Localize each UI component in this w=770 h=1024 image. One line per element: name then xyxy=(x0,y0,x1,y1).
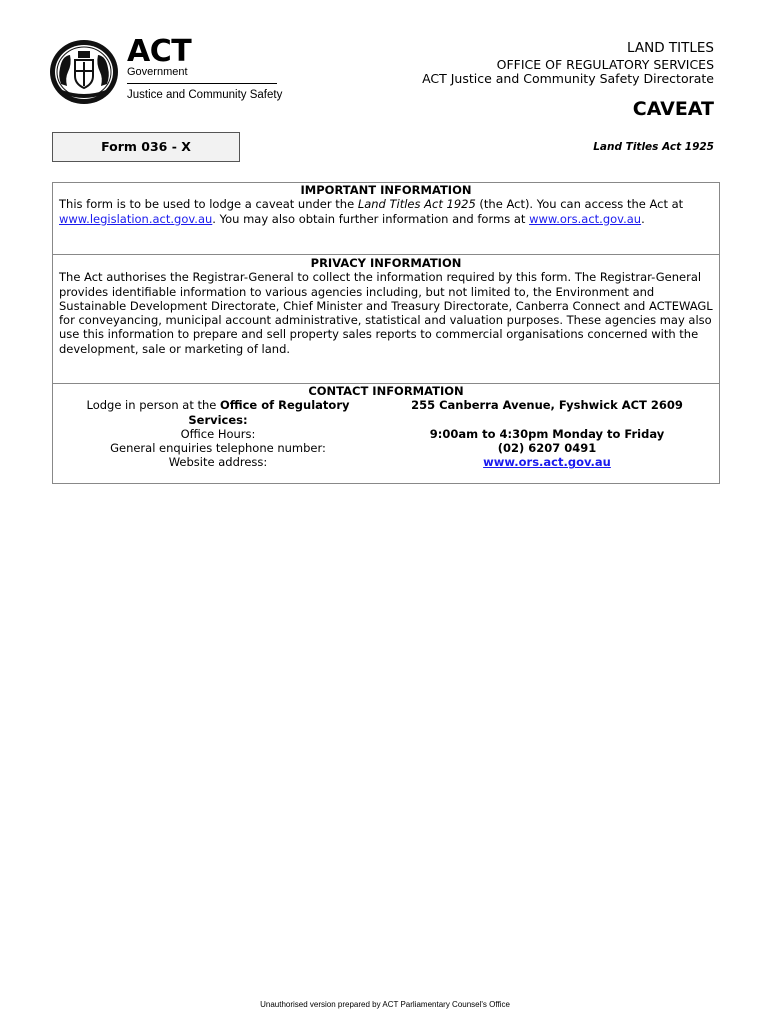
lodge-office-name: Office of Regulatory Services: xyxy=(188,398,350,427)
privacy-information-text: The Act authorises the Registrar-General to collect the information required by this form. The Registrar-General provides identifiable information to various agencies including, but not limited to, the Environment and Sustainable Development Directorate, Chief Minister and Treasury Directorate, Canberra Connect and ACTEWAGL for conveyancing, municipal account administrative, statistical and valuation purposes. These agencies may also use this information to prepare and sell property sales reports to commercial organisations concerned with the development, sale or marketing of land. xyxy=(59,270,713,356)
important-information-title: IMPORTANT INFORMATION xyxy=(300,183,472,197)
important-text-before: This form is to be used to lodge a caveat under the xyxy=(59,197,358,212)
contact-information-section xyxy=(53,383,719,483)
privacy-information-title: PRIVACY INFORMATION xyxy=(310,256,462,270)
website-link[interactable]: www.ors.act.gov.au xyxy=(483,455,611,470)
logo-divider xyxy=(127,83,277,84)
header-office: OFFICE OF REGULATORY SERVICES xyxy=(496,57,714,72)
lodge-prefix: Lodge in person at the xyxy=(86,398,221,413)
important-text-end: . xyxy=(641,211,645,226)
form-title: CAVEAT xyxy=(632,98,714,120)
office-address: 255 Canberra Avenue, Fyshwick ACT 2609 xyxy=(411,398,683,413)
logo-government-text: Government xyxy=(127,66,188,78)
important-text-mid2: . You may also obtain further information and forms at xyxy=(212,211,530,226)
phone-label: General enquiries telephone number: xyxy=(110,441,326,456)
important-text-mid: (the Act). You can access the Act at xyxy=(475,197,684,212)
important-information-text xyxy=(59,197,713,226)
logo-directorate-text: Justice and Community Safety xyxy=(127,89,283,101)
legislation-link[interactable]: www.legislation.act.gov.au xyxy=(59,211,213,226)
office-hours-label: Office Hours: xyxy=(180,426,256,441)
contact-grid xyxy=(59,398,713,469)
header-directorate: ACT Justice and Community Safety Directorate xyxy=(422,71,714,86)
footer-note: Unauthorised version prepared by ACT Parliamentary Counsel's Office xyxy=(260,1000,510,1009)
website-value-cell xyxy=(377,455,717,469)
contact-information-title: CONTACT INFORMATION xyxy=(308,384,464,398)
important-information-section xyxy=(53,183,719,254)
logo-act-wordmark: ACT xyxy=(127,34,192,69)
lodge-label xyxy=(59,398,377,427)
header-land-titles: LAND TITLES xyxy=(627,40,714,56)
phone-value: (02) 6207 0491 xyxy=(497,441,597,456)
privacy-information-section xyxy=(53,254,719,383)
website-label: Website address: xyxy=(168,455,268,470)
form-number-box: Form 036 - X xyxy=(52,132,240,162)
act-government-crest-logo xyxy=(48,38,120,106)
act-reference: Land Titles Act 1925 xyxy=(593,141,714,153)
office-hours-value: 9:00am to 4:30pm Monday to Friday xyxy=(429,426,665,441)
information-table xyxy=(52,182,720,484)
important-act-name: Land Titles Act 1925 xyxy=(357,197,476,212)
ors-link[interactable]: www.ors.act.gov.au xyxy=(529,211,642,226)
